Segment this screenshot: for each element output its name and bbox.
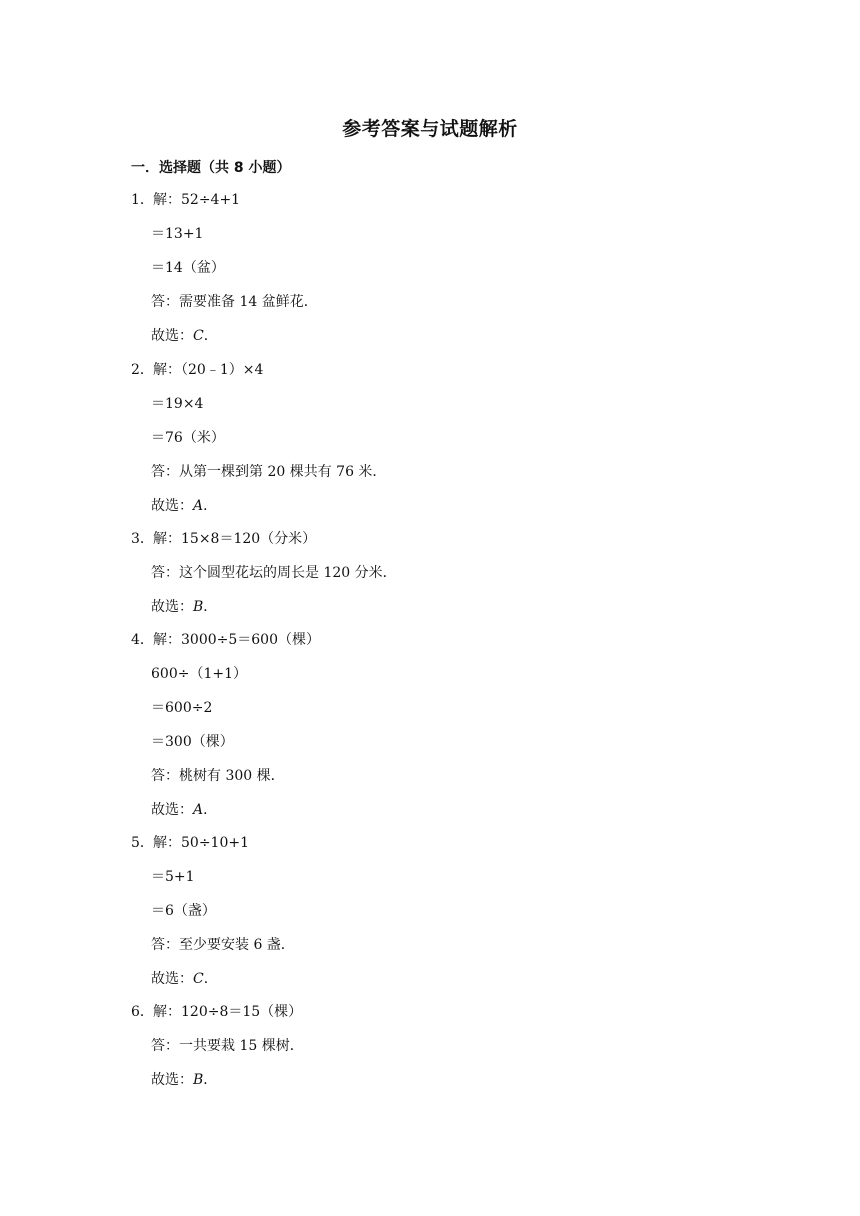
solution-line: 600÷（1+1） (151, 666, 247, 682)
answer-line: 答：从第一棵到第 20 棵共有 76 米． (151, 464, 387, 480)
question-number: 6． (131, 1004, 154, 1020)
choice-line (151, 801, 217, 819)
solution-line: 解：15×8＝120（分米） (153, 531, 317, 547)
choice-line (151, 497, 217, 515)
answer-line: 答：这个圆型花坛的周长是 120 分米． (151, 565, 397, 581)
question-number: 1． (131, 192, 154, 208)
choice-prefix: 故选： (151, 1072, 193, 1088)
answer-line: 答：桃树有 300 棵． (151, 768, 285, 784)
solution-line: ＝600÷2 (151, 700, 213, 716)
choice-prefix: 故选： (151, 498, 193, 514)
solution-line: 解：（20﹣1）×4 (153, 362, 264, 378)
question-number: 2． (131, 362, 154, 378)
choice-prefix: 故选： (151, 599, 193, 615)
page-title: 参考答案与试题解析 (342, 118, 518, 140)
solution-line: 解：50÷10+1 (153, 835, 249, 851)
solution-line: ＝300（棵） (151, 734, 234, 750)
choice-suffix: ． (203, 802, 218, 818)
choice-suffix: ． (203, 498, 218, 514)
choice-letter: A (193, 498, 204, 514)
choice-prefix: 故选： (151, 328, 193, 344)
choice-letter: A (193, 802, 204, 818)
choice-suffix: ． (203, 1072, 218, 1088)
solution-line: ＝76（米） (151, 430, 225, 446)
answer-line: 答：一共要栽 15 棵树． (151, 1038, 304, 1054)
solution-line: 解：120÷8＝15（棵） (153, 1004, 303, 1020)
choice-line (151, 970, 218, 988)
question-number: 4． (131, 632, 154, 648)
choice-suffix: ． (203, 971, 218, 987)
choice-line (151, 1071, 217, 1089)
choice-letter: C (193, 971, 204, 987)
choice-line (151, 327, 218, 345)
choice-suffix: ． (203, 599, 218, 615)
solution-line: ＝5+1 (151, 869, 195, 885)
choice-letter: B (193, 599, 204, 615)
answer-line: 答：至少要安装 6 盏． (151, 937, 295, 953)
choice-prefix: 故选： (151, 802, 193, 818)
question-number: 5． (131, 835, 154, 851)
solution-line: 解：3000÷5＝600（棵） (153, 632, 320, 648)
choice-suffix: ． (203, 328, 218, 344)
solution-line: ＝13+1 (151, 226, 204, 242)
choice-letter: B (193, 1072, 204, 1088)
question-number: 3． (131, 531, 154, 547)
choice-line (151, 598, 217, 616)
choice-letter: C (193, 328, 204, 344)
section-title: 一．选择题（共 8 小题） (131, 160, 291, 176)
solution-line: ＝6（盏） (151, 903, 216, 919)
answer-line: 答：需要准备 14 盆鲜花． (151, 294, 318, 310)
solution-line: 解：52÷4+1 (153, 192, 241, 208)
solution-line: ＝14（盆） (151, 260, 225, 276)
choice-prefix: 故选： (151, 971, 193, 987)
solution-line: ＝19×4 (151, 396, 204, 412)
